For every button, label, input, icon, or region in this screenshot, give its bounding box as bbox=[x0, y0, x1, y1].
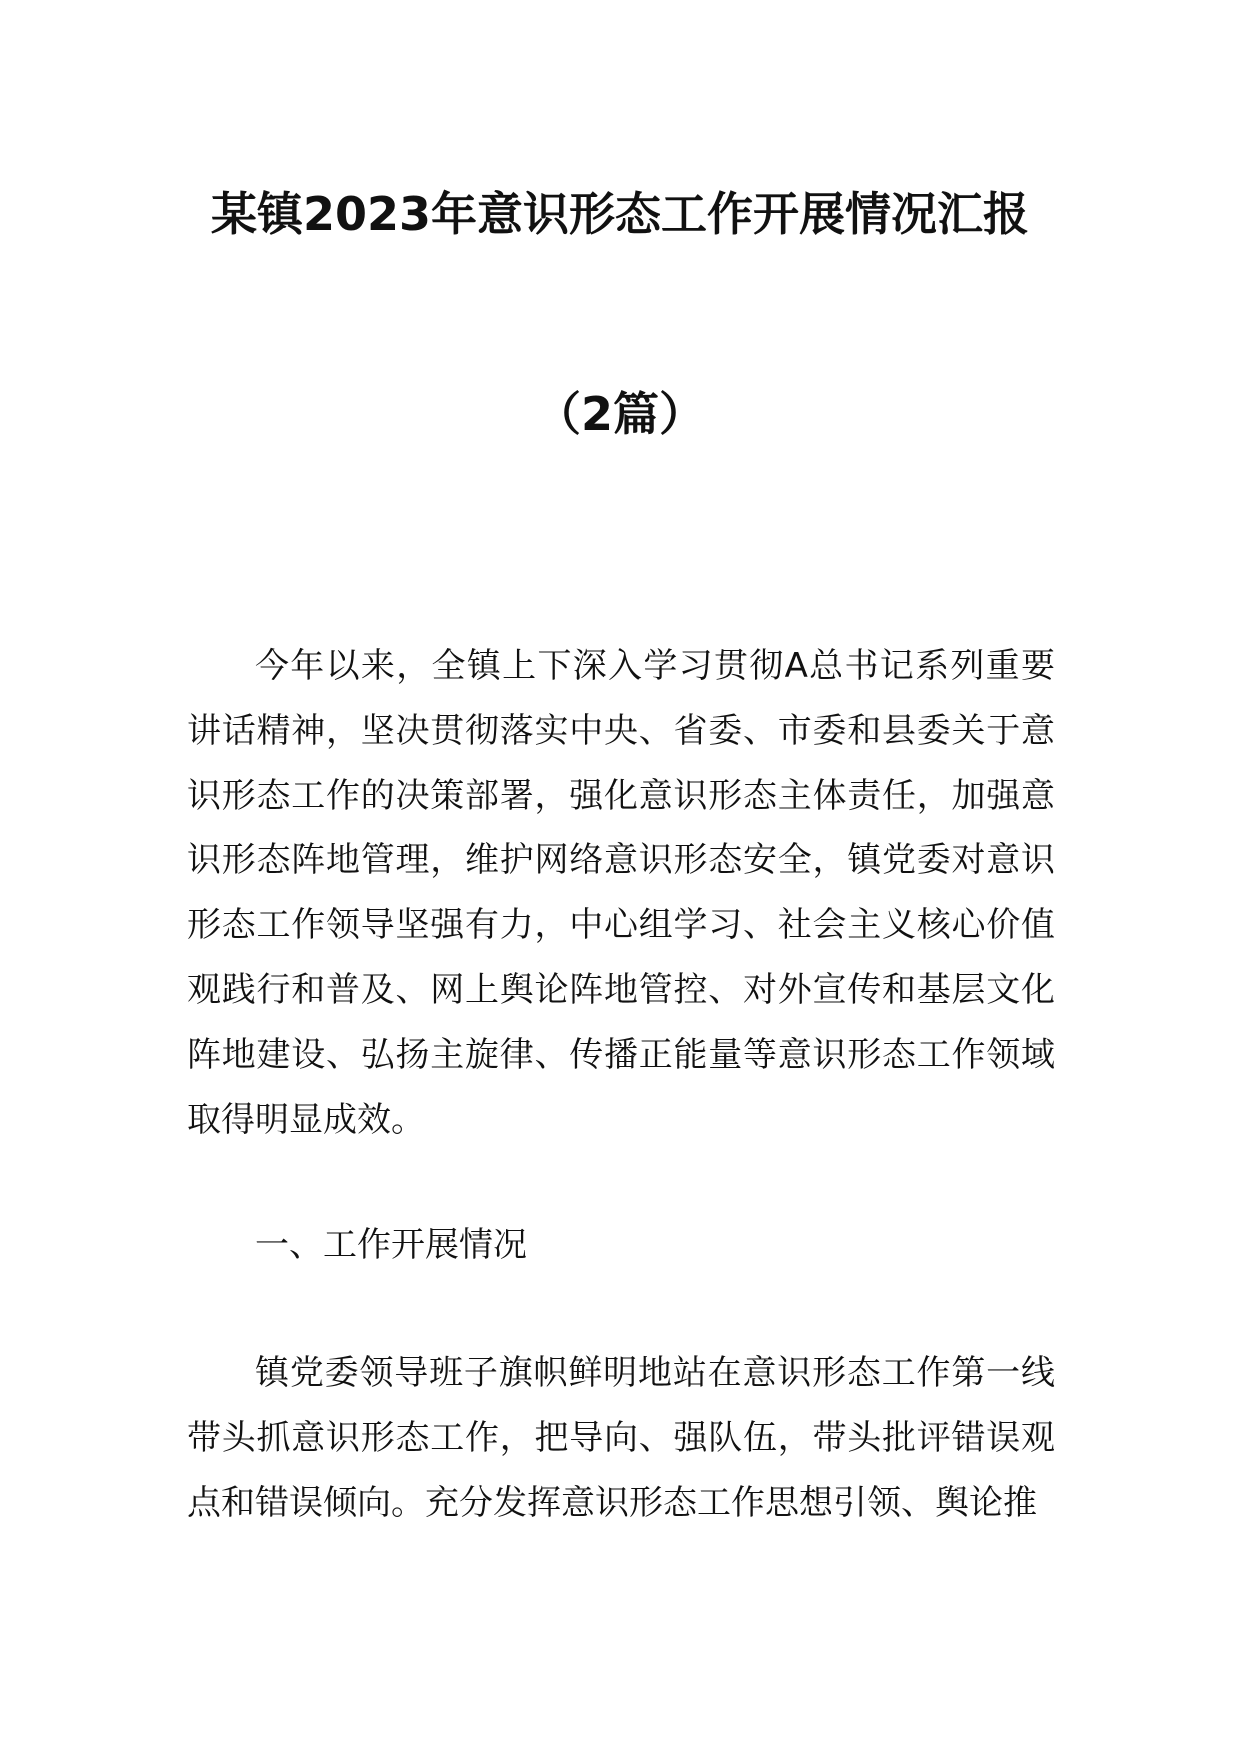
section-heading: 一、工作开展情况 bbox=[255, 1225, 527, 1265]
document-subtitle: （2篇） bbox=[534, 387, 705, 441]
intro-paragraph: 今年以来，全镇上下深入学习贯彻A总书记系列重要讲话精神，坚决贯彻落实中央、省委、市委和县委关于意识形态工作的决策部署，强化意识形态主体责任，加强意识形态阵地管理，维护网络意识形态安全，镇党委对意识形态工作领导坚强有力，中心组学习、社会主义核心价值观践行和普及、网上舆论阵地管控、对外宣传和基层文化阵地建设、弘扬主旋律、传播正能量等意识形态工作领域取得明显成效。 bbox=[187, 646, 1055, 1140]
document-title: 某镇2023年意识形态工作开展情况汇报 bbox=[210, 187, 1030, 241]
section-paragraph: 镇党委领导班子旗帜鲜明地站在意识形态工作第一线带头抓意识形态工作，把导向、强队伍，带头批评错误观点和错误倾向。充分发挥意识形态工作思想引领、舆论推 bbox=[187, 1353, 1055, 1523]
